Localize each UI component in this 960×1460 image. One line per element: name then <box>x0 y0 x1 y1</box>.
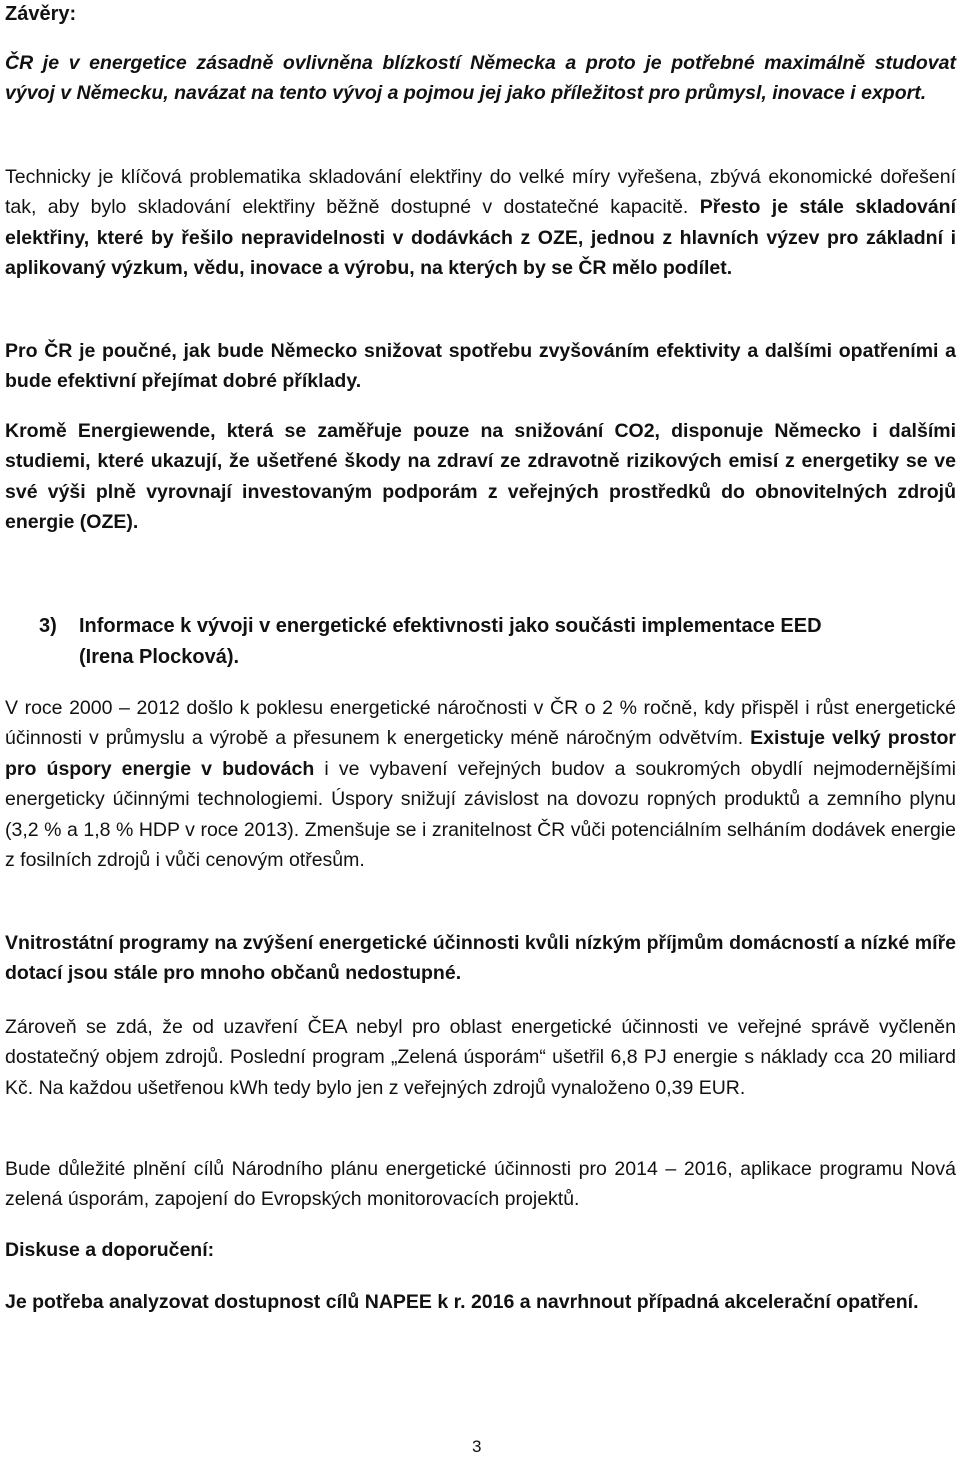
section-3-paragraph-2: Vnitrostátní programy na zvýšení energetické účinnosti kvůli nízkým příjmům domácností a nízké míře dotací jsou stále pro mnoho občanů nedostupné. <box>5 932 956 985</box>
paragraph-2-bold-text: Přesto je stále skladování elektřiny, které by řešilo nepravidelnosti v dodávkách z OZE, jednou z hlavních výzev pro základní i aplikovaný výzkum, vědu, inovace a výrobu, na kterých by se ČR mělo podílet. <box>5 196 957 280</box>
conclusions-paragraph-1: ČR je v energetice zásadně ovlivněna blízkostí Německa a proto je potřebné maximálně studovat vývoj v Německu, navázat na tento vývoj a pojmou jej jako příležitost pro průmysl, inovace i export. <box>5 52 956 105</box>
paragraph-normal-text-b: i ve vybavení veřejných budov a soukromých obydlí nejmodernějšími energeticky účinnými technologiemi. Úspory snižují závislost na dovozu ropných produktů a zemního plynu (3,2 % a 1,8 % HDP v roce 2013). Zmenšuje se i zranitelnost ČR vůči potenciálním selháním dodávek energie z fosilních zdrojů i vůči cenovým otřesům. <box>5 757 956 872</box>
section-3-paragraph-5: Je potřeba analyzovat dostupnost cílů NAPEE k r. 2016 a navrhnout případná akcelerační opatření. <box>5 1291 919 1313</box>
section-3-paragraph-1 <box>5 693 956 875</box>
section-3-number: 3) <box>39 615 57 637</box>
paragraph-normal-text-a: V roce 2000 – 2012 došlo k poklesu energetické náročnosti v ČR o 2 % ročně, kdy přispěl i růst energetické účinnosti v průmyslu a výrobě a přesunem k energeticky méně náročným odvětvím. <box>5 697 956 750</box>
paragraph-2-normal-text: Technicky je klíčová problematika skladování elektřiny do velké míry vyřešena, zbývá ekonomické dořešení tak, aby bylo skladování elektřiny běžně dostupné v dostatečné kapacitě. <box>5 166 956 219</box>
conclusions-paragraph-2 <box>5 162 956 284</box>
conclusions-paragraph-3: Pro ČR je poučné, jak bude Německo snižovat spotřebu zvyšováním efektivity a dalšími opatřeními a bude efektivní přejímat dobré příklady. <box>5 340 956 393</box>
section-3-paragraph-4: Bude důležité plnění cílů Národního plánu energetické účinnosti pro 2014 – 2016, aplikace programu Nová zelená úsporám, zapojení do Evropských monitorovacích projektů. <box>5 1158 956 1211</box>
paragraph-bold-text: Existuje velký prostor pro úspory energie v budovách <box>5 727 957 780</box>
section-3-paragraph-3: Zároveň se zdá, že od uzavření ČEA nebyl pro oblast energetické účinnosti ve veřejné správě vyčleněn dostatečný objem zdrojů. Poslední program „Zelená úsporám“ ušetřil 6,8 PJ energie s náklady cca 20 miliard Kč. Na každou ušetřenou kWh tedy bylo jen z veřejných zdrojů vynaloženo 0,39 EUR. <box>5 1016 956 1099</box>
conclusions-paragraph-4: Kromě Energiewende, která se zaměřuje pouze na snižování CO2, disponuje Německo i dalšími studiemi, které ukazují, že ušetřené škody na zdraví ze zdravotně rizikových emisí z energetiky se ve své výši plně vyrovnají investovaným podporám z veřejných prostředků do obnovitelných zdrojů energie (OZE). <box>5 420 956 534</box>
discussion-heading: Diskuse a doporučení: <box>5 1239 215 1261</box>
page-number: 3 <box>472 1437 482 1456</box>
section-3-title-line-1: Informace k vývoji v energetické efektivnosti jako součásti implementace EED <box>79 615 822 637</box>
conclusions-heading: Závěry: <box>5 3 77 25</box>
section-3-title <box>5 611 956 672</box>
section-3-title-line-2: (Irena Plocková). <box>79 645 240 668</box>
